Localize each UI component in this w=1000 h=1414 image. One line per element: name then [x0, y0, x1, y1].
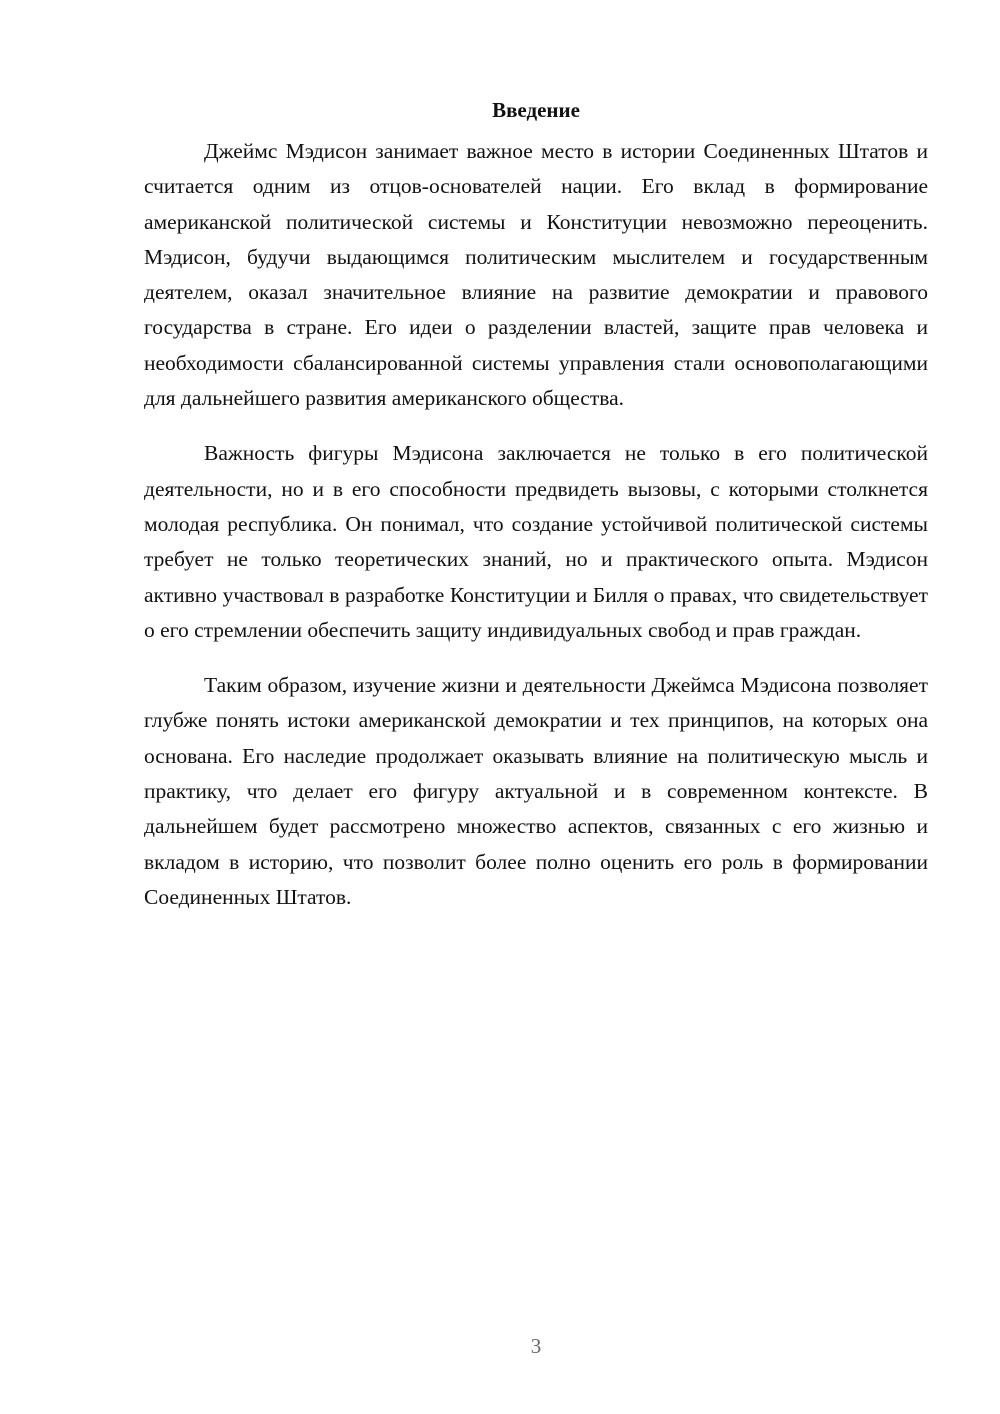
paragraph-1: Джеймс Мэдисон занимает важное место в истории Соединенных Штатов и считается одним из отцов-основателей нации. Его вклад в формирование американской политической системы и Конституции невозможно переоценить. Мэдисон, будучи выдающимся политическим мыслителем и государственным деятелем, оказал значительное влияние на развитие демократии и правового государства в стране. Его идеи о разделении властей, защите прав человека и необходимости сбалансированной системы управления стали основополагающими для дальнейшего развития американского общества. [144, 139, 928, 411]
section-title: Введение [492, 98, 580, 122]
paragraph-3: Таким образом, изучение жизни и деятельности Джеймса Мэдисона позволяет глубже понять истоки американской демократии и тех принципов, на которых она основана. Его наследие продолжает оказывать влияние на политическую мысль и практику, что делает его фигуру актуальной и в современном контексте. В дальнейшем будет рассмотрено множество аспектов, связанных с его жизнью и вкладом в историю, что позволит более полно оценить его роль в формировании Соединенных Штатов. [144, 673, 928, 909]
page-number: 3 [530, 1334, 542, 1358]
paragraph-2: Важность фигуры Мэдисона заключается не только в его политической деятельности, но и в его способности предвидеть вызовы, с которыми столкнется молодая республика. Он понимал, что создание устойчивой политической системы требует не только теоретических знаний, но и практического опыта. Мэдисон активно участвовал в разработке Конституции и Билля о правах, что свидетельствует о его стремлении обеспечить защиту индивидуальных свобод и прав граждан. [144, 441, 928, 642]
page-content [144, 92, 928, 915]
